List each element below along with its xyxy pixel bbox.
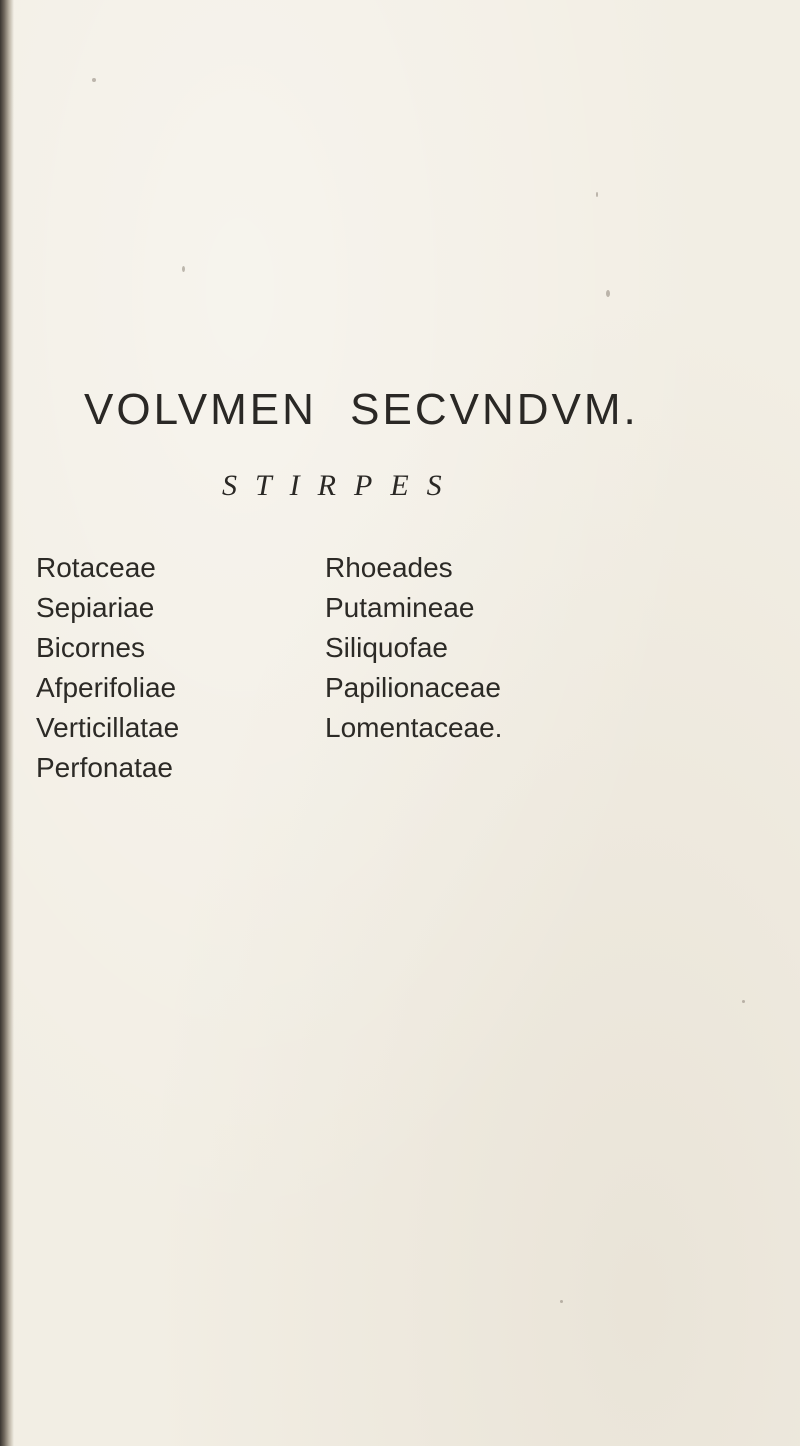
right-column-list <box>325 548 502 748</box>
list-item: Papilionaceae <box>325 672 501 703</box>
section-heading: STIRPES <box>222 469 460 502</box>
list-item: Perfonatae <box>36 752 173 783</box>
list-item: Siliquofae <box>325 632 448 663</box>
paper-speck <box>742 1000 745 1003</box>
list-item: Putamineae <box>325 592 475 623</box>
paper-speck <box>596 192 598 197</box>
page-gutter-shadow <box>0 0 14 1446</box>
list-item: Lomentaceae. <box>325 712 503 743</box>
list-item: Rotaceae <box>36 552 156 583</box>
list-item: Sepiariae <box>36 592 155 623</box>
left-column-list <box>36 548 179 788</box>
paper-speck <box>560 1300 563 1303</box>
list-item: Rhoeades <box>325 552 453 583</box>
paper-speck <box>182 266 185 272</box>
list-item: Bicornes <box>36 632 145 663</box>
list-item: Afperifoliae <box>36 672 177 703</box>
paper-speck <box>92 78 96 82</box>
list-item: Verticillatae <box>36 712 180 743</box>
volume-title: VOLVMEN SECVNDVM. <box>84 385 639 434</box>
paper-speck <box>606 290 610 297</box>
